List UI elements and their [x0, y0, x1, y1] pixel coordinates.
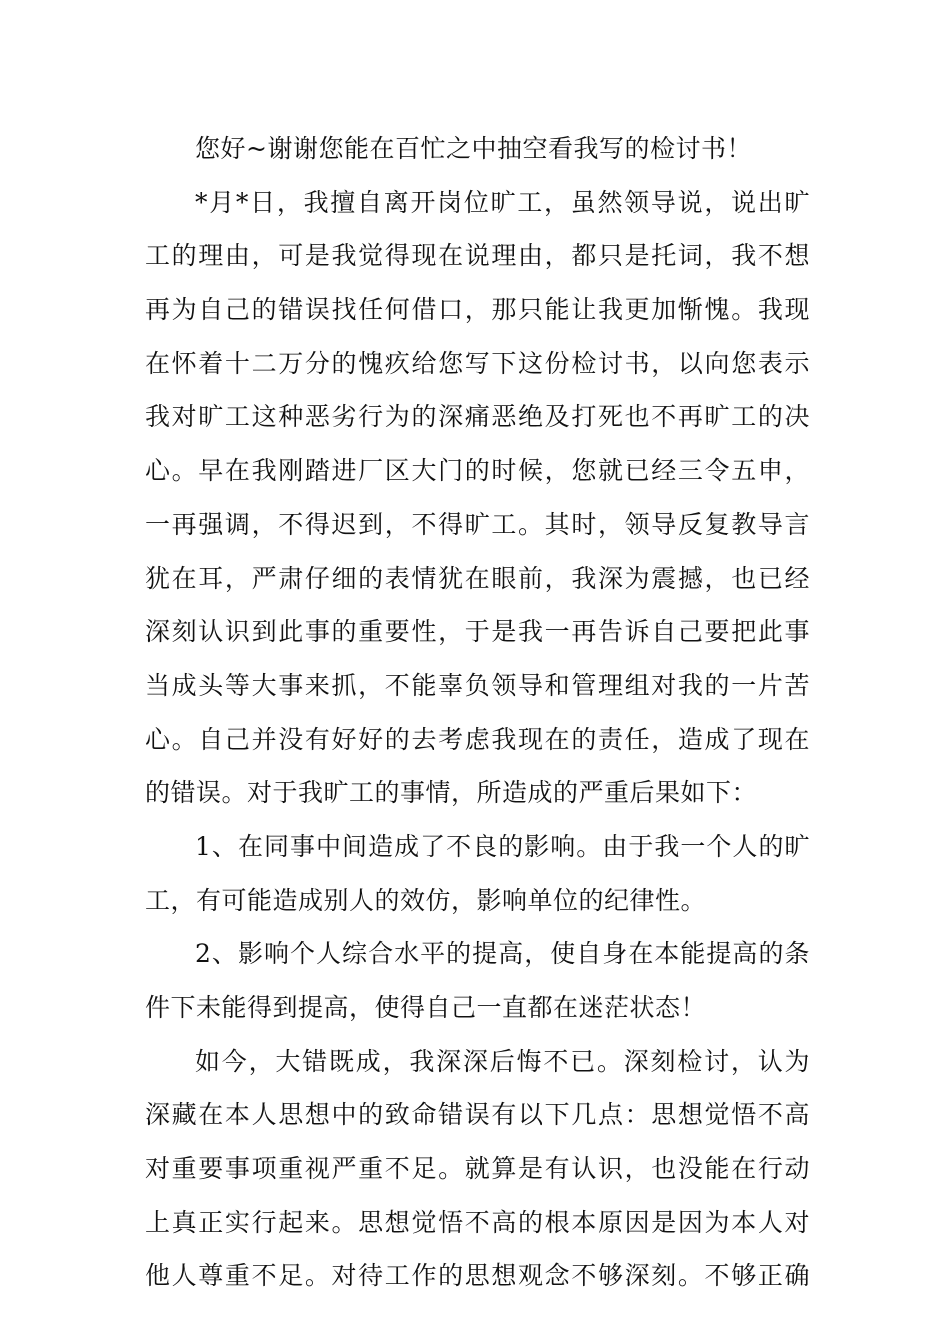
- text-line: 工，有可能造成别人的效仿，影响单位的纪律性。: [145, 885, 707, 915]
- text-line: 当成头等大事来抓，不能辜负领导和管理组对我的一片苦: [145, 670, 810, 700]
- paragraph-first-line: 您好~谢谢您能在百忙之中抽空看我写的检讨书！: [195, 134, 752, 163]
- paragraph-first-line: 2、影响个人综合水平的提高，使自身在本能提高的条: [195, 939, 810, 969]
- text-line: 件下未能得到提高，使得自己一直都在迷茫状态！: [145, 993, 707, 1022]
- text-line: 犹在耳，严肃仔细的表情犹在眼前，我深为震撼，也已经: [145, 563, 810, 593]
- text-line: 心。早在我刚踏进厂区大门的时候，您就已经三令五申，: [145, 456, 810, 486]
- text-line: 我对旷工这种恶劣行为的深痛恶绝及打死也不再旷工的决: [145, 402, 810, 432]
- document-body: [145, 122, 810, 1303]
- text-line: 他人尊重不足。对待工作的思想观念不够深刻。不够正确: [145, 1261, 810, 1291]
- text-line: 的错误。对于我旷工的事情，所造成的严重后果如下：: [145, 778, 758, 808]
- paragraph-first-line: *月*日，我擅自离开岗位旷工，虽然领导说，说出旷: [195, 187, 810, 217]
- paragraph-first-line: 如今，大错既成，我深深后悔不已。深刻检讨，认为: [195, 1046, 810, 1076]
- text-line: 对重要事项重视严重不足。就算是有认识，也没能在行动: [145, 1154, 810, 1184]
- text-line: 上真正实行起来。思想觉悟不高的根本原因是因为本人对: [145, 1207, 810, 1237]
- text-line: 心。自己并没有好好的去考虑我现在的责任，造成了现在: [145, 724, 810, 754]
- paragraph-first-line: 1、在同事中间造成了不良的影响。由于我一个人的旷: [195, 831, 810, 861]
- text-line: 深藏在本人思想中的致命错误有以下几点：思想觉悟不高: [145, 1100, 810, 1130]
- text-line: 深刻认识到此事的重要性，于是我一再告诉自己要把此事: [145, 617, 810, 647]
- text-line: 工的理由，可是我觉得现在说理由，都只是托词，我不想: [145, 241, 810, 271]
- text-line: 再为自己的错误找任何借口，那只能让我更加惭愧。我现: [145, 295, 810, 325]
- text-line: 在怀着十二万分的愧疚给您写下这份检讨书，以向您表示: [145, 348, 810, 378]
- text-line: 一再强调，不得迟到，不得旷工。其时，领导反复教导言: [145, 509, 810, 539]
